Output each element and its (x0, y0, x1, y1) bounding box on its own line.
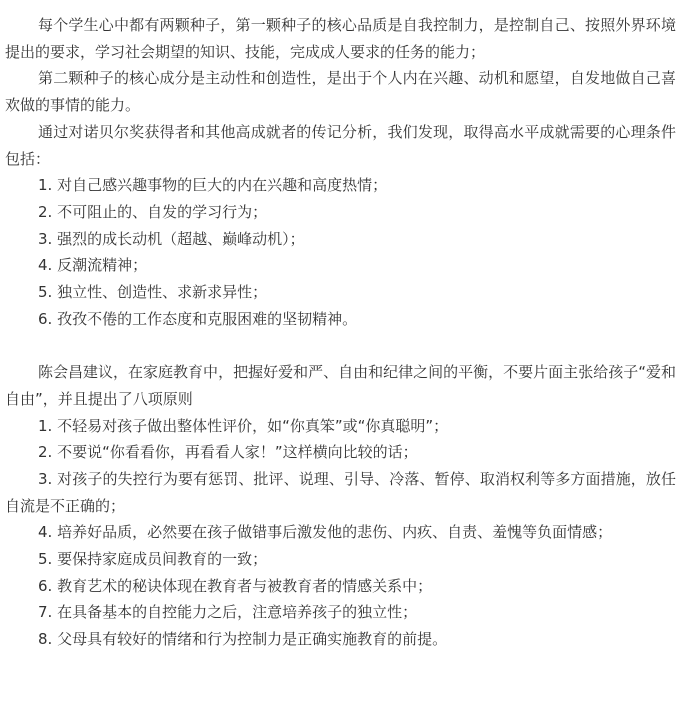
principles-list (5, 413, 676, 653)
conditions-list (5, 172, 676, 332)
list-item: 6. 孜孜不倦的工作态度和克服困难的坚韧精神。 (38, 309, 358, 328)
paragraph-first-seed: 每个学生心中都有两颗种子，第一颗种子的核心品质是自我控制力，是控制自己、按照外界环境提出的要求，学习社会期望的知识、技能，完成成人要求的任务的能力； (5, 16, 676, 61)
list-item: 4. 反潮流精神； (38, 256, 148, 275)
list-item: 5. 要保持家庭成员间教育的一致； (38, 550, 268, 569)
list-item: 2. 不要说“你看看你，再看看人家！”这样横向比较的话； (38, 443, 418, 462)
blank-line (5, 332, 676, 359)
paragraph-second-seed: 第二颗种子的核心成分是主动性和创造性，是出于个人内在兴趣、动机和愿望，自发地做自己喜欢做的事情的能力。 (5, 69, 676, 115)
list-item: 1. 对自己感兴趣事物的巨大的内在兴趣和高度热情； (38, 176, 388, 195)
paragraph-chen-huichang-advice: 陈会昌建议，在家庭教育中，把握好爱和严、自由和纪律之间的平衡，不要片面主张给孩子“爱和自由”，并且提出了八项原则 (5, 363, 676, 408)
list-item: 4. 培养好品质，必然要在孩子做错事后激发他的悲伤、内疚、自责、羞愧等负面情感； (38, 523, 613, 542)
list-item: 5. 独立性、创造性、求新求异性； (38, 283, 268, 302)
list-item: 1. 不轻易对孩子做出整体性评价，如“你真笨”或“你真聪明”； (38, 416, 449, 435)
list-item: 7. 在具备基本的自控能力之后，注意培养孩子的独立性； (38, 603, 418, 622)
paragraph-biography-analysis: 通过对诺贝尔奖获得者和其他高成就者的传记分析，我们发现，取得高水平成就需要的心理条件包括： (5, 122, 676, 168)
list-item: 3. 对孩子的失控行为要有惩罚、批评、说理、引导、冷落、暂停、取消权利等多方面措施，放任自流是不正确的； (5, 469, 676, 515)
list-item: 2. 不可阻止的、自发的学习行为； (38, 202, 268, 221)
list-item: 3. 强烈的成长动机（超越、巅峰动机）； (38, 229, 305, 248)
list-item: 6. 教育艺术的秘诀体现在教育者与被教育者的情感关系中； (38, 576, 433, 595)
list-item: 8. 父母具有较好的情绪和行为控制力是正确实施教育的前提。 (38, 630, 448, 649)
